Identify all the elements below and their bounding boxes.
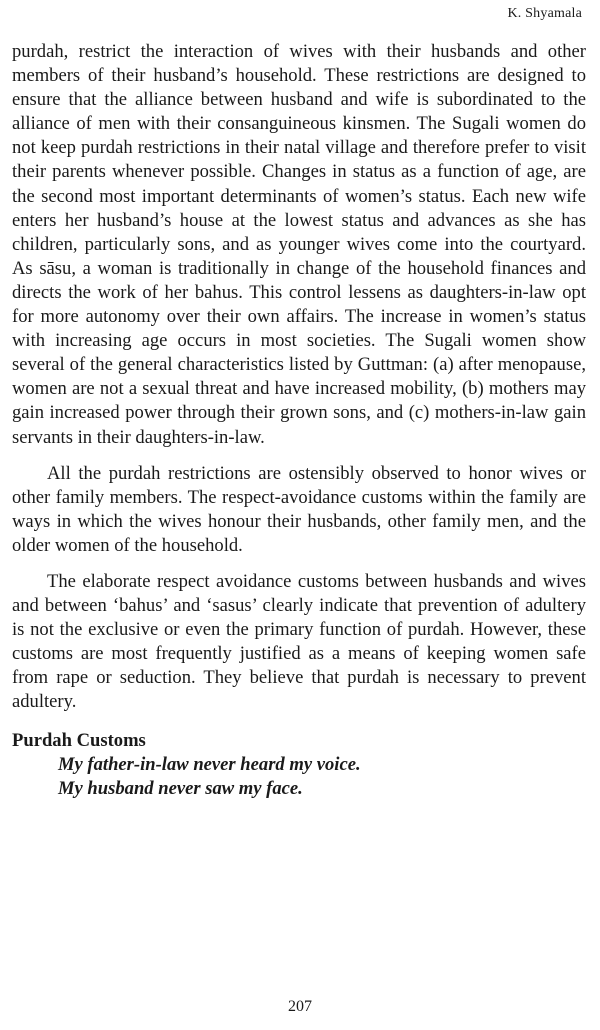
- verse-line: My husband never saw my face.: [58, 778, 303, 800]
- paragraph-continued: purdah, restrict the interaction of wives with their husbands and other members of their husband’s household. These restrictions are designed to ensure that the alliance between husband and wife is subordinated to the alliance of men with their consanguineous kinsmen. The Sugali women do not keep purdah restrictions in their natal village and therefore prefer to visit their parents whenever possible. Changes in status as a function of age, are the second most important determinants of women’s status. Each new wife enters her husband’s house at the lowest status and advances as she has children, particularly sons, and as younger wives come into the courtyard. As sāsu, a woman is traditionally in change of the household finances and directs the work of her bahus. This control lessens as daughters-in-law opt for more autonomy over their own affairs. The increase in women’s status with increasing age occurs in most societies. The Sugali women show several of the general characteristics listed by Guttman: (a) after menopause, women are not a sexual threat and have increased mobility, (b) mothers may gain increased power through their grown sons, and (c) mothers-in-law gain servants in their daughters-in-law.: [12, 41, 586, 448]
- page-number: 207: [288, 998, 312, 1015]
- section-heading: Purdah Customs: [12, 729, 146, 751]
- paragraph-purdah-restrictions: All the purdah restrictions are ostensibly observed to honor wives or other family members. The respect-avoidance customs within the family are ways in which the wives honour their husbands, other family men, and the older women of the household.: [12, 462, 586, 556]
- running-head-author: K. Shyamala: [507, 6, 582, 21]
- verse-line: My father-in-law never heard my voice.: [58, 753, 361, 775]
- paragraph-respect-avoidance: The elaborate respect avoidance customs between husbands and wives and between ‘bahus’ and ‘sasus’ clearly indicate that prevention of adultery is not the exclusive or even the primary function of purdah. However, these customs are most frequently justified as a means of keeping women safe from rape or seduction. They believe that purdah is necessary to prevent adultery.: [12, 570, 586, 713]
- body-text: [12, 40, 586, 802]
